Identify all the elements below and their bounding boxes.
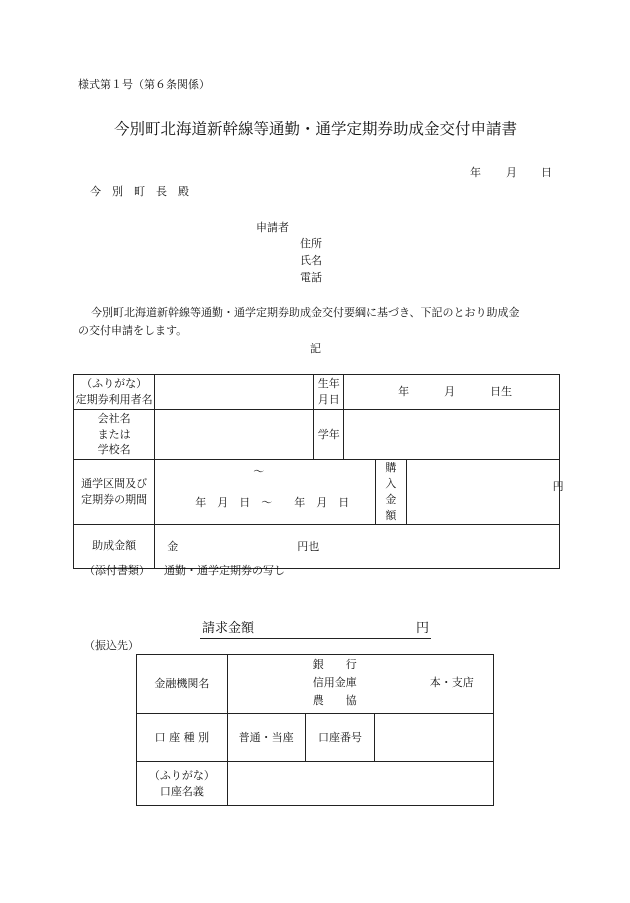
purchase-label-cell <box>376 460 407 525</box>
account-type-value[interactable]: 普通・当座 <box>227 714 305 762</box>
birth-label-2: 月日 <box>317 393 340 406</box>
application-table <box>73 374 564 569</box>
route-tilde: ～ <box>253 465 265 478</box>
subsidy-yen-nari-label: 円也 <box>297 539 320 553</box>
birthdate-input[interactable] <box>344 375 560 410</box>
company-label-cell <box>74 410 155 460</box>
route-label-cell <box>74 460 155 525</box>
claim-underline <box>200 638 431 639</box>
account-furigana-label: （ふりがな） <box>148 768 215 782</box>
purchase-label-2: 金 額 <box>385 492 408 522</box>
user-furigana-label: （ふりがな） <box>81 377 148 391</box>
period-dates: 年 月 日 ～ 年 月 日 <box>195 496 350 509</box>
transfer-label: （振込先） <box>84 639 139 652</box>
body-text-line2: の交付申請をします。 <box>78 324 188 337</box>
claim-yen-label: 円 <box>416 621 430 636</box>
birth-label-1: 生年 <box>317 377 340 391</box>
account-number-input[interactable] <box>375 714 494 762</box>
credit-union-label: 信用金庫 <box>312 676 357 689</box>
applicant-phone-label: 電話 <box>300 271 322 284</box>
company-label-2: または <box>97 427 131 441</box>
route-period-input[interactable] <box>155 460 376 525</box>
page-title: 今別町北海道新幹線等通勤・通学定期券助成金交付申請書 <box>114 120 518 138</box>
subsidy-kin-label: 金 <box>167 539 179 553</box>
attachment-label: （添付書類） <box>84 564 150 577</box>
purchase-amount-input[interactable] <box>406 460 564 525</box>
grade-label: 学年 <box>314 410 344 460</box>
user-name-input[interactable] <box>155 375 314 410</box>
company-input[interactable] <box>155 410 314 460</box>
institution-label: 金融機関名 <box>137 655 228 714</box>
applicant-label: 申請者 <box>256 221 289 234</box>
bank-label: 銀 行 <box>312 658 357 671</box>
birth-day-label: 日生 <box>490 385 513 398</box>
body-text-line1: 今別町北海道新幹線等通勤・通学定期券助成金交付要綱に基づき、下記のとおり助成金 <box>91 306 520 319</box>
institution-input[interactable] <box>227 655 493 714</box>
purchase-yen-label: 円 <box>552 480 564 493</box>
purchase-label-1: 購 入 <box>385 461 408 490</box>
account-name-input[interactable] <box>227 762 493 806</box>
grade-input[interactable] <box>344 410 560 460</box>
birth-label-cell <box>314 375 344 410</box>
branch-label: 本・支店 <box>429 676 474 689</box>
account-name-label-cell <box>137 762 228 806</box>
user-name-label-cell <box>74 375 155 410</box>
date-month-label: 月 <box>506 166 517 179</box>
account-name-label: 口座名義 <box>159 784 204 798</box>
form-number: 様式第１号（第６条関係） <box>78 78 210 91</box>
company-label-3: 学校名 <box>97 443 131 457</box>
subsidy-amount-input[interactable] <box>155 524 560 568</box>
applicant-address-label: 住所 <box>300 237 322 250</box>
account-type-label: 口 座 種 別 <box>137 714 228 762</box>
route-label-2: 定期券の期間 <box>81 492 148 506</box>
attachment-value: 通勤・通学定期券の写し <box>164 564 285 577</box>
route-label-1: 通学区間及び <box>81 476 148 490</box>
ki-label: 記 <box>310 342 321 355</box>
agri-coop-label: 農 協 <box>312 694 357 707</box>
subsidy-label: 助成金額 <box>74 524 155 568</box>
addressee: 今 別 町 長 殿 <box>90 185 189 198</box>
applicant-name-label: 氏名 <box>300 254 322 267</box>
user-name-label: 定期券利用者名 <box>75 393 153 406</box>
company-label-1: 会社名 <box>97 411 131 425</box>
bank-table <box>136 654 494 806</box>
account-number-label: 口座番号 <box>305 714 375 762</box>
birth-year-label: 年 <box>398 385 410 398</box>
birth-month-label: 月 <box>444 385 456 398</box>
date-day-label: 日 <box>541 166 552 179</box>
date-year-label: 年 <box>470 166 481 179</box>
claim-label: 請求金額 <box>202 621 255 636</box>
